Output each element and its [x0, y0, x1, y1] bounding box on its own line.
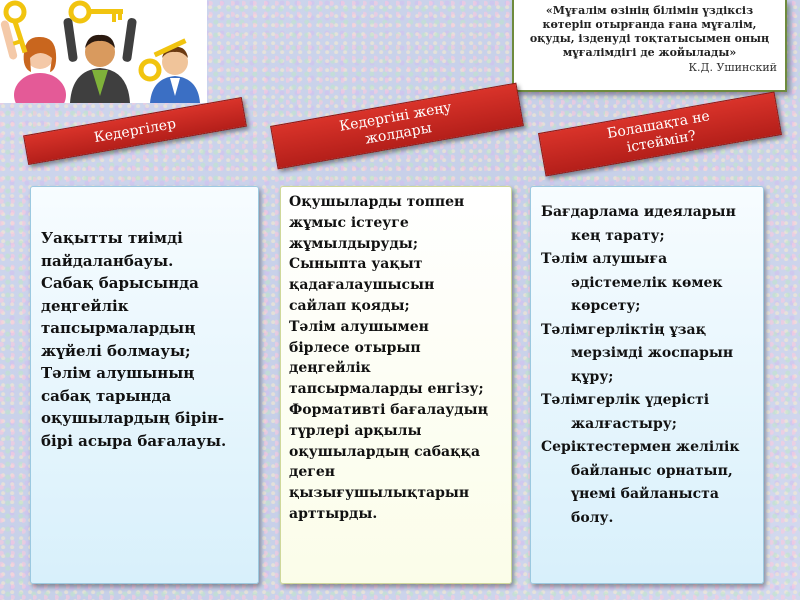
future-item: Тәлімгерліктің ұзақ мерзімді жоспарын құру;: [541, 321, 734, 385]
ways-line: арттырды.: [289, 505, 378, 522]
banner-barriers-label: Кедергілер: [92, 115, 178, 146]
banner-barriers: [23, 97, 247, 165]
ways-line: жұмылдыруды;: [289, 235, 418, 252]
barriers-column: [30, 186, 259, 584]
ways-line: Формативті бағалаудың: [289, 401, 488, 418]
quote-author: К.Д. Ушинский: [688, 61, 777, 74]
ways-line: түрлері арқылы: [289, 422, 422, 439]
quote-text: «Мұғалім өзінің білімін үздіксіз көтеріп отырғанда ғана мұғалім, оқуды, ізденуді тоқтатысымен оның мұғалімдігі де жойылады»: [529, 4, 770, 59]
ways-line: деген: [289, 464, 335, 481]
banner-future-label: Болашақта не істеймін?: [605, 108, 712, 156]
man-figure: [63, 18, 137, 103]
ways-line: қадағалаушысын: [289, 277, 435, 294]
future-item: Тәлімгерлік үдерісті жалғастыру;: [541, 392, 710, 432]
ways-line: Тәлім алушымен: [289, 318, 429, 335]
key-icon: [71, 3, 123, 22]
keys-clipart: [0, 0, 207, 103]
ways-line: Оқушыларды топпен: [289, 194, 465, 210]
quote-box: [512, 0, 787, 92]
ways-line: сайлап қояды;: [289, 297, 410, 314]
barriers-line: жүйелі болмауы;: [41, 341, 191, 360]
future-column: [530, 186, 764, 584]
barriers-line: Тәлім алушының: [41, 364, 195, 382]
barriers-line: деңгейлік: [41, 296, 129, 315]
people-with-keys-illustration: [0, 0, 207, 103]
ways-line: қызығушылықтарын: [289, 485, 470, 502]
future-item: Серіктестермен желілік байланыс орнатып, үнемі байланыста болу.: [541, 439, 740, 526]
ways-column: [280, 186, 512, 584]
ways-line: тапсырмаларды енгізу;: [289, 381, 484, 398]
barriers-line: Сабақ барысында: [41, 274, 199, 292]
banner-future: [538, 91, 782, 176]
woman-figure: [0, 20, 66, 103]
barriers-line: пайдаланбауы.: [41, 251, 174, 270]
barriers-line: Уақытты тиімді: [41, 229, 183, 247]
ways-line: Сыныпта уақыт: [289, 256, 423, 273]
barriers-line: сабақ тарында: [41, 386, 172, 405]
barriers-line: оқушылардың бірін-: [41, 409, 225, 427]
barriers-line: бірі асыра бағалауы.: [41, 431, 227, 450]
ways-line: оқушылардың сабаққа: [289, 443, 481, 460]
banner-ways: [270, 83, 524, 170]
ways-line: бірлесе отырып: [289, 339, 421, 356]
barriers-line: тапсырмалардың: [41, 319, 196, 337]
banner-ways-label: Кедергіні жеңу жолдары: [338, 99, 453, 148]
ways-line: деңгейлік: [289, 360, 371, 377]
future-item: Тәлім алушыға әдістемелік көмек көрсету;: [541, 251, 723, 314]
ways-line: жұмыс істеуге: [289, 214, 409, 231]
future-item: Бағдарлама идеяларын кең тарату;: [541, 204, 736, 244]
